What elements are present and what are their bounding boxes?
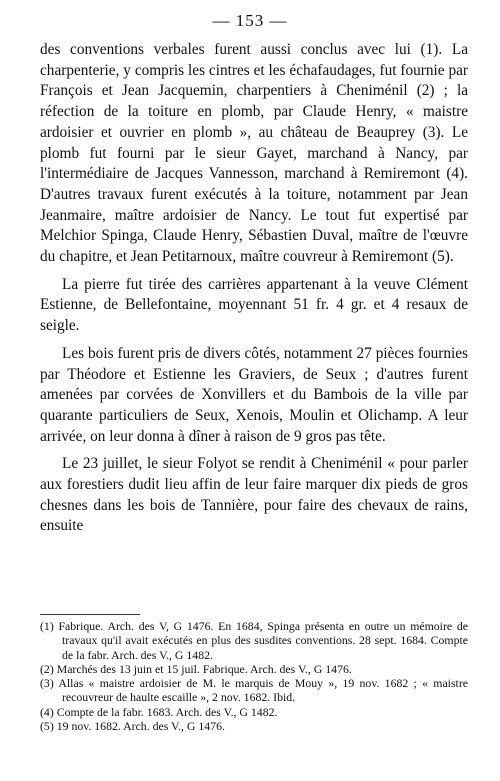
body-text <box>40 40 468 544</box>
footnotes <box>40 619 468 733</box>
footnote-5: (5) 19 nov. 1682. Arch. des V., G 1476. <box>40 719 225 734</box>
footnote-3: (3) Allas « maistre ardoisier de M. le marquis de Mouy », 19 nov. 1682 ; « maistre recouvreur de haulte escaille », 2 nov. 1682. Ibid. <box>40 676 468 705</box>
page-number: — 153 — <box>212 11 288 30</box>
footnote-separator <box>40 614 140 615</box>
paragraph-wood: Les bois furent pris de divers côtés, notamment 27 pièces fournies par Théodore et Estienne les Graviers, de Seux ; d'autres furent amenées par corvées de Xonvillers et du Bambois de la ville par quarante particuliers de Seux, Xenois, Moulin et Olichamp. A leur arrivée, on leur donna à dîner à raison de 9 gros pas tête. <box>40 344 468 445</box>
paragraph-july: Le 23 juillet, le sieur Folyot se rendit à Cheniménil « pour parler aux forestiers dudit lieu affin de leur faire marquer dix pieds de gros chesnes dans les bois de Tannière, pour faire des chevaux de rains, ensuite <box>40 455 468 535</box>
footnote-2: (2) Marchés des 13 juin et 15 juil. Fabrique. Arch. des V., G 1476. <box>40 661 352 676</box>
paragraph-stone: La pierre fut tirée des carrières appartenant à la veuve Clément Estienne, de Bellefontaine, moyennant 51 fr. 4 gr. et 4 resaux de seigle. <box>40 275 468 335</box>
paragraph-continuation: des conventions verbales furent aussi conclus avec lui (1). La charpenterie, y compris les cintres et les échafaudages, fut fournie par François et Jean Jacquemin, charpentiers à Cheniménil (2) ; la réfection de la toiture en plomb, par Claude Henry, « maistre ardoisier et ouvrier en plomb », au château de Beauprey (3). Le plomb fut fourni par le sieur Gayet, marchand à Nancy, par l'intermédiaire de Jacques Vannesson, marchand à Remiremont (4). D'autres travaux furent exécutés à la toiture, notamment par Jean Jeanmaire, maître ardoisier de Nancy. Le tout fut expertisé par Melchior Spinga, Claude Henry, Sébastien Duval, maître de l'œuvre du chapitre, et Jean Petitarnoux, maître couvreur à Remiremont (5). <box>40 41 468 266</box>
footnote-4: (4) Compte de la fabr. 1683. Arch. des V., G 1482. <box>40 704 278 719</box>
footnote-1: (1) Fabrique. Arch. des V, G 1476. En 1684, Spinga présenta en outre un mémoire de travaux qu'il avait exécutés en plus des susdites conventions. 28 sept. 1684. Compte de la fabr. Arch. des V., G 1482. <box>40 619 468 662</box>
